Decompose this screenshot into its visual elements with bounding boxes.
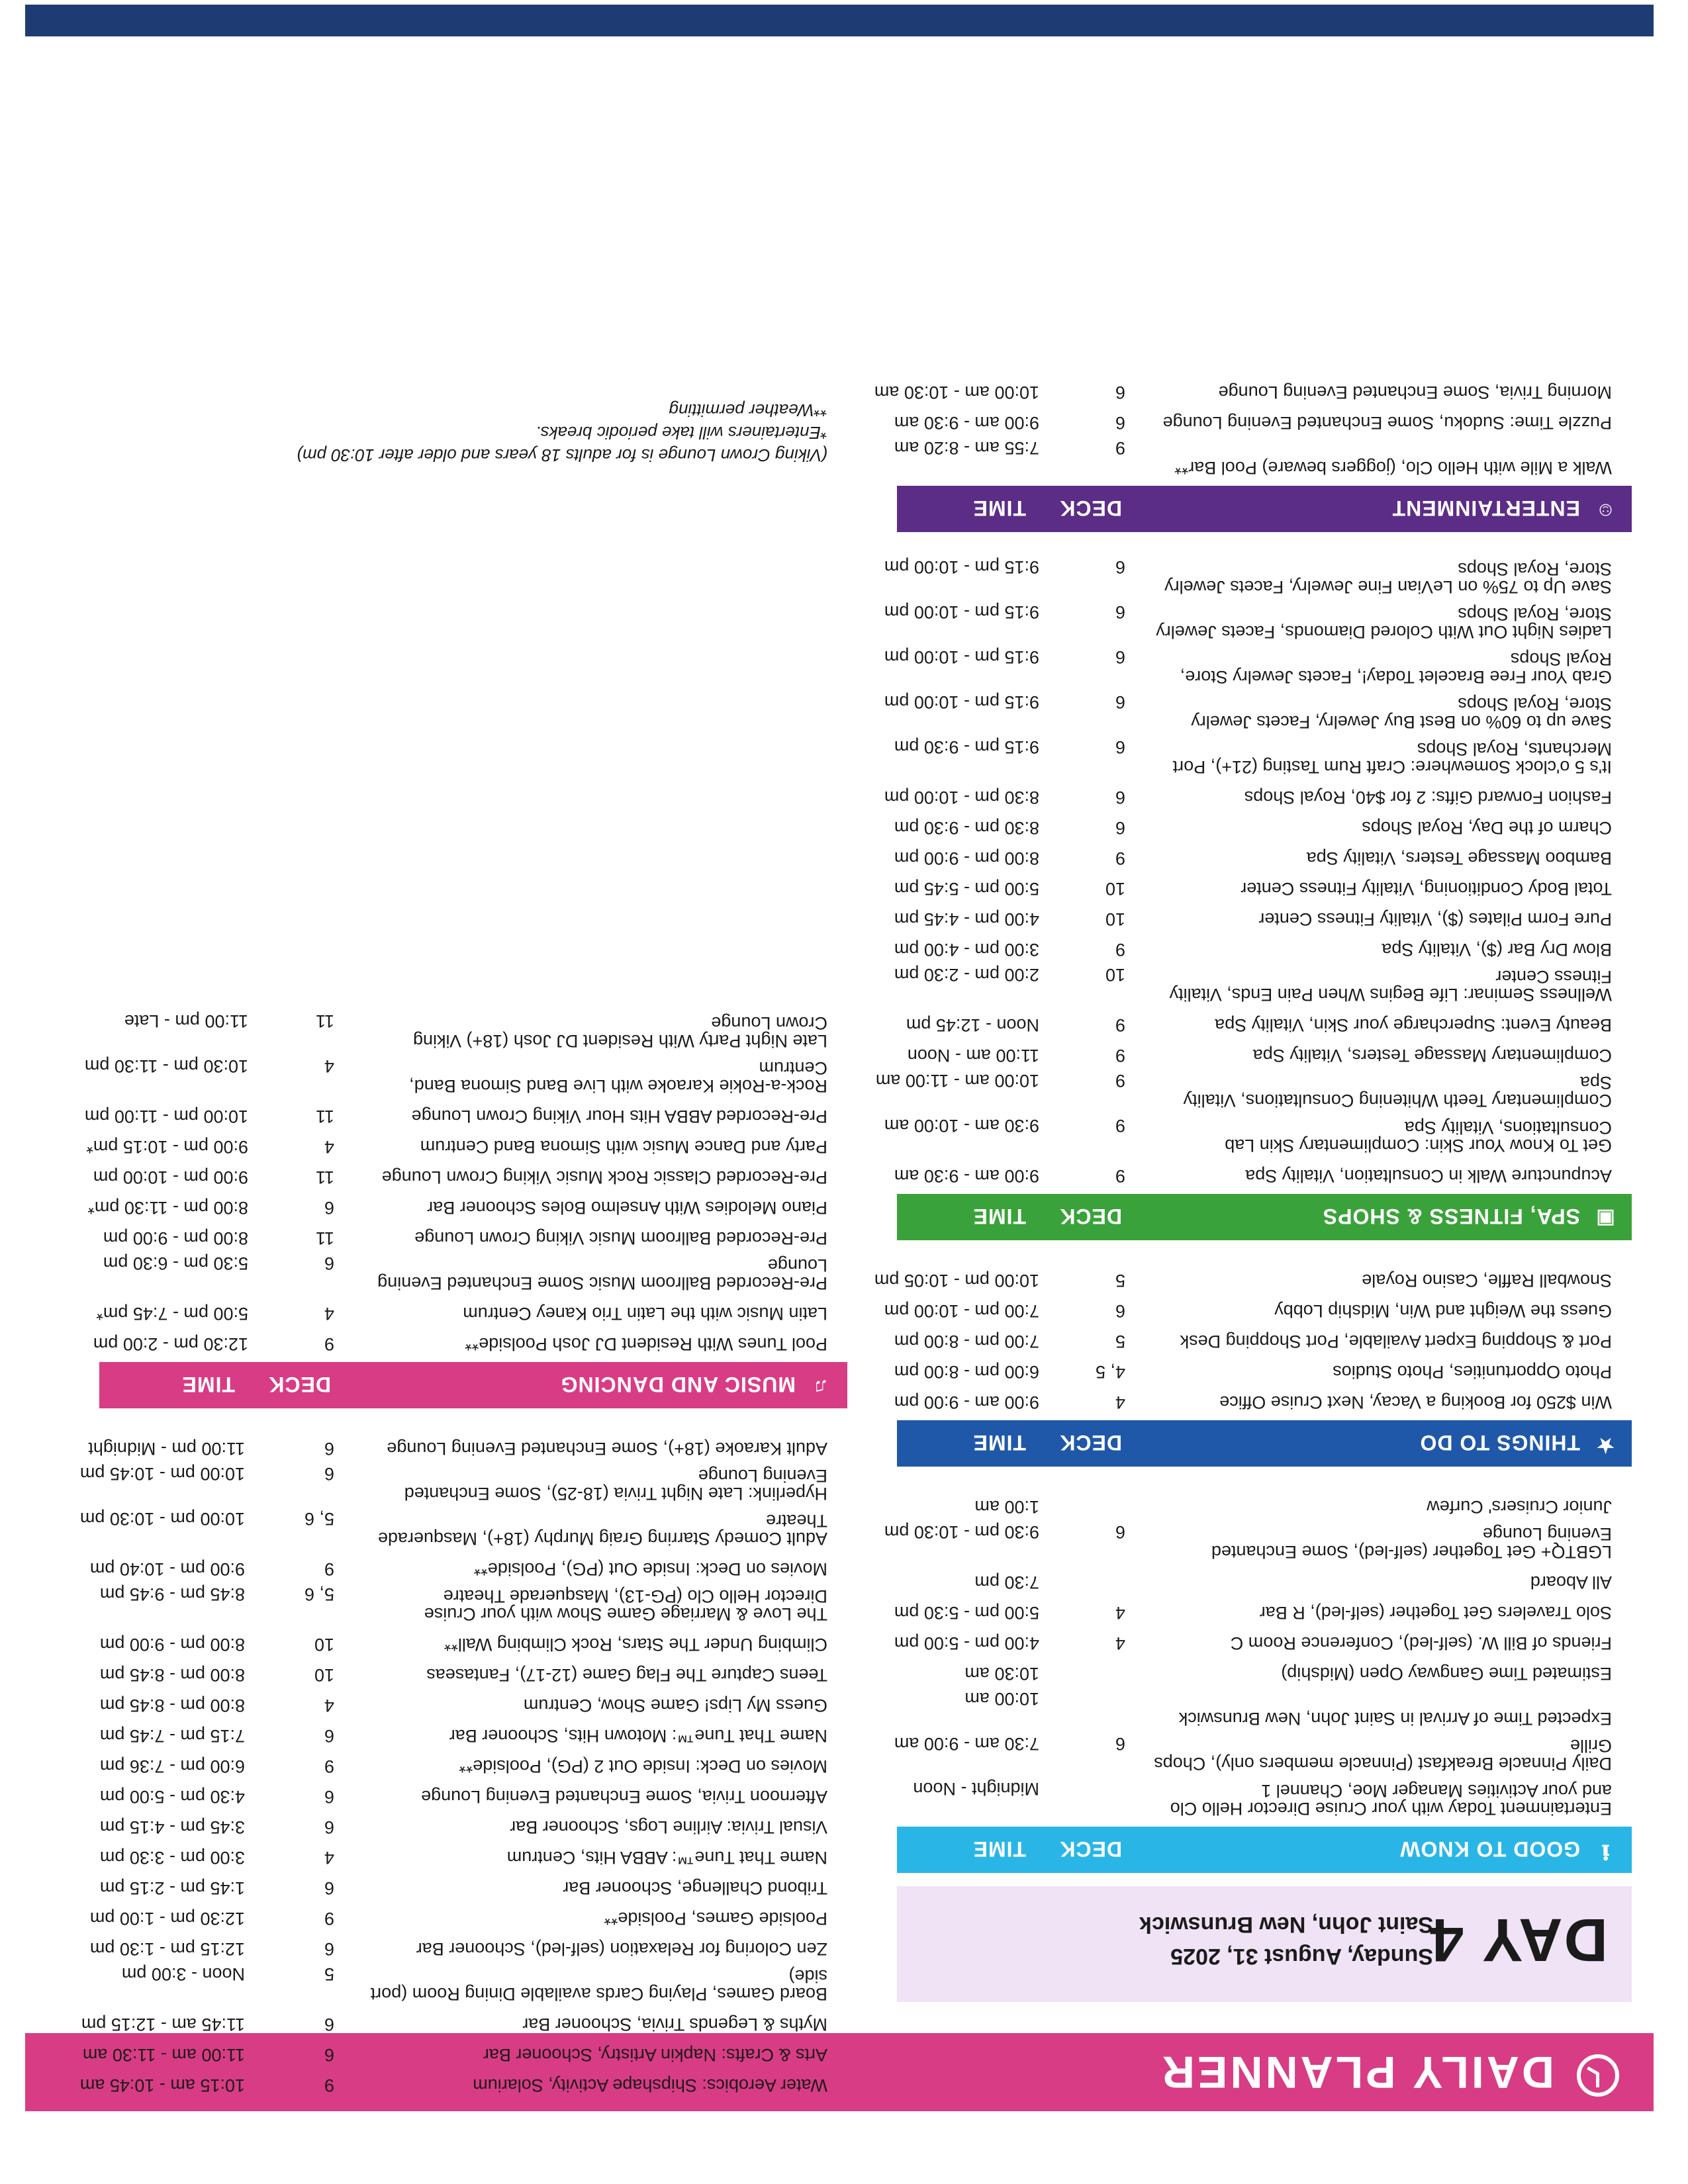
- event-deck: 10: [314, 1635, 334, 1655]
- event-time: 8:00 pm - 11:30 pm*: [87, 1198, 248, 1218]
- schedule-row: [897, 1038, 1632, 1064]
- section-title: THINGS TO DO: [1419, 1431, 1580, 1455]
- time-column-header: TIME: [972, 496, 1026, 520]
- event-deck: 9: [1115, 848, 1125, 868]
- event-name: Party and Dance Music with Simona Band Centrum: [420, 1137, 827, 1157]
- event-name: Name That Tune™: ABBA Hits, Centrum: [506, 1848, 827, 1868]
- event-name: Bamboo Massage Testers, Vitality Spa: [1306, 848, 1612, 868]
- schedule-row: [99, 1749, 847, 1775]
- event-name: Board Games, Playing Cards available Dining Room (port side): [370, 1966, 827, 2004]
- event-name: Pre-Recorded Ballroom Music Viking Crown Lounge: [414, 1228, 827, 1248]
- schedule-row: [894, 1324, 1632, 1351]
- event-deck: 6: [324, 1464, 334, 1484]
- section-title: ENTERTAINMENT: [1391, 496, 1580, 520]
- event-name: Pool Tunes With Resident DJ Josh Poolside**: [465, 1334, 827, 1354]
- schedule-row: [894, 932, 1632, 960]
- event-time: 9:00 pm - 10:15 pm*: [86, 1137, 248, 1157]
- event-name: Save Up to 75% on LeVian Fine Jewelry, Facets Jewelry Store, Royal Shops: [1164, 559, 1612, 597]
- event-time: 6:00 pm - 7:36 pm: [99, 1756, 245, 1776]
- info-icon: ℹ: [1601, 1841, 1610, 1862]
- event-time: 3:00 pm - 3:30 pm: [99, 1848, 245, 1868]
- event-name: Beauty Event: Supercharge your Skin, Vitality Spa: [1215, 1015, 1612, 1035]
- event-name: Daily Pinnacle Breakfast (Pinnacle members only), Chops Grille: [1154, 1736, 1612, 1774]
- event-name: Fashion Forward Gifts: 2 for $40, Royal Shops: [1244, 788, 1612, 807]
- schedule-row: [93, 1326, 847, 1354]
- schedule-row: [894, 405, 1632, 433]
- schedule-row: [81, 2007, 847, 2034]
- section-header: [897, 486, 1632, 532]
- event-time: 5:00 pm - 5:45 pm: [894, 879, 1039, 899]
- event-time: 11:45 am - 12:15 pm: [81, 2015, 245, 2034]
- event-time: 5:00 pm - 5:30 pm: [894, 1603, 1039, 1623]
- schedule-row: [79, 2068, 847, 2095]
- event-time: 12:30 pm - 2:00 pm: [93, 1334, 248, 1354]
- schedule-row: [96, 1296, 847, 1324]
- event-name: Get To Know Your Skin: Complimentary Skin Lab Consultations, Vitality Spa: [1225, 1118, 1612, 1156]
- event-name: Water Aerobics: Shipshape Activity, Solarium: [473, 2075, 827, 2095]
- schedule-row: [99, 1962, 847, 2003]
- event-time: 7:30 pm: [974, 1572, 1039, 1592]
- event-deck: 6: [1115, 557, 1125, 577]
- event-time: 8:45 pm - 9:45 pm: [99, 1584, 245, 1604]
- schedule-row: [884, 1293, 1632, 1321]
- event-deck: 9: [324, 1756, 334, 1776]
- event-deck: 9: [324, 1334, 334, 1354]
- section-header: [99, 1362, 847, 1408]
- event-deck: 6: [324, 1787, 334, 1807]
- time-column-header: TIME: [181, 1373, 235, 1396]
- schedule-row: [99, 1809, 847, 1836]
- planner-title: DAILY PLANNER: [1159, 2047, 1554, 2097]
- event-time: 2:00 pm - 2:30 pm: [894, 965, 1039, 985]
- event-deck: 4: [324, 1304, 334, 1324]
- event-name: Photo Opportunities, Photo Studios: [1333, 1362, 1612, 1382]
- day-location: Saint John, New Brunswick: [1139, 1912, 1433, 1937]
- event-name: Zen Coloring for Relaxation (self-led), Schooner Bar: [416, 1939, 827, 1959]
- day-number: DAY 4: [1429, 1906, 1608, 1974]
- schedule-row: [99, 1718, 847, 1745]
- footer-band: [25, 5, 1654, 36]
- schedule-row: [87, 1190, 847, 1218]
- section-entertainment: [874, 375, 1632, 532]
- section-good-to-know: [884, 1489, 1632, 1873]
- event-deck: 10: [314, 1665, 334, 1685]
- event-time: 9:15 pm - 10:00 pm: [884, 647, 1039, 667]
- schedule-row: [89, 1931, 847, 1959]
- event-deck: 9: [1115, 1046, 1125, 1066]
- event-time: 9:00 am - 9:30 am: [894, 413, 1039, 433]
- event-deck: 4: [324, 1137, 334, 1157]
- event-name: Ladies Night Out With Colored Diamonds, Facets Jewelry Store, Royal Shops: [1156, 604, 1612, 642]
- event-deck: 5, 6: [304, 1584, 334, 1604]
- schedule-row: [894, 962, 1632, 1005]
- event-name: Pre-Recorded ABBA Hits Hour Viking Crown Lounge: [411, 1107, 827, 1126]
- event-name: Complimentary Massage Testers, Vitality Spa: [1252, 1046, 1612, 1066]
- event-deck: 6: [324, 1726, 334, 1746]
- schedule-row: [99, 1582, 847, 1623]
- event-time: 10:30 am: [964, 1664, 1039, 1684]
- event-name: All Aboard: [1530, 1572, 1612, 1592]
- event-name: Teens Capture The Flag Game (12-17), Fantaseas: [426, 1665, 827, 1685]
- schedule-row: [86, 1129, 847, 1157]
- time-column-header: TIME: [972, 1431, 1026, 1455]
- schedule-row: [89, 1901, 847, 1929]
- event-name: It's 5 o'clock Somewhere: Craft Rum Tasting (21+), Port Merchants, Royal Shops: [1172, 739, 1612, 777]
- schedule-row: [884, 780, 1632, 807]
- event-name: Adult Karaoke (18+), Some Enchanted Evening Lounge: [387, 1439, 827, 1459]
- event-deck: 9: [1115, 1116, 1125, 1136]
- deck-column-header: DECK: [1059, 1431, 1122, 1455]
- schedule-row: [894, 810, 1632, 838]
- event-time: 6:00 pm - 8:00 pm: [894, 1362, 1039, 1382]
- section-things-to-do: [874, 1263, 1632, 1467]
- event-deck: 5, 6: [304, 1509, 334, 1529]
- event-name: Late Night Party With Resident DJ Josh (18+) Viking Crown Lounge: [412, 1013, 827, 1051]
- event-deck: 6: [1115, 788, 1125, 807]
- event-deck: 5: [1115, 1332, 1125, 1351]
- event-time: 8:00 pm - 8:45 pm: [99, 1665, 245, 1685]
- schedule-row: [894, 871, 1632, 899]
- event-deck: 4: [324, 1696, 334, 1715]
- event-deck: 9: [1115, 1166, 1125, 1186]
- event-time: 8:00 pm - 9:00 pm: [99, 1635, 245, 1655]
- schedule-row: [875, 1068, 1632, 1111]
- time-column-header: TIME: [972, 1205, 1026, 1228]
- event-name: Estimated Time Gangway Open (Midship): [1281, 1664, 1612, 1684]
- event-time: 11:00 pm - Midnight: [88, 1439, 245, 1459]
- event-time: 9:15 pm - 9:30 pm: [894, 737, 1039, 757]
- event-deck: 6: [324, 2015, 334, 2034]
- event-name: Snowball Raffle, Casino Royale: [1362, 1271, 1612, 1291]
- event-time: 10:00 pm - 10:30 pm: [79, 1509, 245, 1529]
- event-deck: 10: [1105, 965, 1125, 985]
- schedule-row: [894, 1385, 1632, 1412]
- event-time: 11:00 am - Noon: [907, 1046, 1039, 1066]
- event-deck: 9: [1115, 438, 1125, 458]
- schedule-row: [874, 375, 1632, 402]
- schedule-row: [894, 841, 1632, 868]
- schedule-row: [99, 1627, 847, 1653]
- event-name: Piano Melodies With Anselmo Boles Schooner Bar: [427, 1198, 827, 1218]
- event-deck: 10: [1105, 879, 1125, 899]
- event-name: Puzzle Time: Sudoku, Some Enchanted Evening Lounge: [1162, 413, 1612, 433]
- schedule-row: [894, 1158, 1632, 1186]
- event-deck: 9: [324, 2075, 334, 2095]
- event-name: Movies on Deck: Inside Out 2 (PG), Poolside**: [459, 1756, 827, 1776]
- event-deck: 4: [1115, 1633, 1125, 1653]
- event-deck: 6: [1115, 1301, 1125, 1321]
- schedule-row: [897, 1776, 1632, 1817]
- event-deck: 4, 5: [1095, 1362, 1125, 1382]
- event-name: Pure Form Pilates ($), Vitality Fitness Center: [1258, 909, 1612, 929]
- event-name: LGBTQ+ Get Together (self-led), Some Enchanted Evening Lounge: [1211, 1524, 1612, 1562]
- event-name: Movies on Deck: Inside Out (PG), Poolside**: [473, 1559, 827, 1579]
- day-header: [897, 1886, 1632, 2002]
- event-time: 10:30 pm - 11:30 pm: [84, 1056, 248, 1076]
- entertainers-note: *Entertainers will take periodic breaks.: [536, 423, 827, 443]
- schedule-row: [99, 1688, 847, 1714]
- schedule-row: [894, 901, 1632, 929]
- event-time: 7:15 pm - 7:45 pm: [99, 1726, 245, 1746]
- schedule-row: [884, 600, 1632, 642]
- event-time: Noon - 12:45 pm: [906, 1015, 1039, 1035]
- event-time: 11:00 am - 11:30 am: [82, 2045, 245, 2065]
- section-music: [84, 1009, 847, 1408]
- event-name: Morning Trivia, Some Enchanted Evening Lounge: [1218, 383, 1612, 402]
- section-title: GOOD TO KNOW: [1399, 1837, 1580, 1861]
- event-time: 9:15 pm - 10:00 pm: [884, 602, 1039, 622]
- event-deck: 9: [1115, 1071, 1125, 1091]
- event-name: Tribond Challenge, Schooner Bar: [563, 1878, 827, 1898]
- event-name: Total Body Conditioning, Vitality Fitness Center: [1241, 879, 1612, 899]
- event-name: Solo Travelers Get Together (self-led), R Bar: [1259, 1603, 1612, 1623]
- event-deck: 6: [1115, 383, 1125, 402]
- schedule-row: [894, 1595, 1632, 1623]
- event-name: Name That Tune™: Motown Hits, Schooner Bar: [449, 1726, 827, 1746]
- event-name: Wellness Seminar: Life Begins When Pain Ends, Vitality Fitness Center: [1169, 967, 1612, 1005]
- event-time: Midnight - Noon: [913, 1779, 1039, 1799]
- event-name: Pre-Recorded Classic Rock Music Viking Crown Lounge: [381, 1167, 827, 1187]
- theater-icon: ☺: [1595, 500, 1616, 522]
- event-time: 9:30 pm - 10:30 pm: [884, 1522, 1039, 1542]
- schedule-row: [874, 1263, 1632, 1291]
- event-name: Expected Time of Arrival in Saint John, New Brunswick: [1178, 1709, 1612, 1729]
- event-deck: 6: [1115, 692, 1125, 712]
- event-name: Arts & Crafts: Napkin Artistry, Schooner Bar: [483, 2045, 827, 2065]
- event-time: 7:00 pm - 10:00 pm: [884, 1301, 1039, 1321]
- event-deck: 11: [315, 1228, 334, 1248]
- event-time: 3:00 pm - 4:00 pm: [894, 940, 1039, 960]
- event-time: 9:30 am - 10:00 am: [884, 1116, 1039, 1136]
- event-name: Entertainment Today with your Cruise Director Hello Clo and your Activities Manager Moe, Channel 1: [1170, 1781, 1612, 1819]
- event-time: 4:30 pm - 5:00 pm: [99, 1787, 245, 1807]
- event-name: Latin Music with the Latin Trio Kaney Centrum: [463, 1304, 827, 1324]
- event-time: 10:00 am: [964, 1689, 1039, 1709]
- schedule-row: [99, 1779, 847, 1805]
- event-name: Charm of the Day, Royal Shops: [1362, 818, 1612, 838]
- left-sections: [874, 352, 1632, 1873]
- footnotes: [192, 399, 827, 467]
- event-deck: 6: [324, 1878, 334, 1898]
- deck-column-header: DECK: [1059, 1205, 1122, 1228]
- schedule-row: [894, 1625, 1632, 1653]
- event-time: 7:55 am - 8:20 am: [894, 438, 1039, 458]
- event-time: 1:00 am: [974, 1497, 1039, 1517]
- star-icon: ★: [1596, 1434, 1615, 1456]
- event-deck: 6: [1115, 737, 1125, 757]
- schedule-row: [884, 645, 1632, 687]
- schedule-row: [84, 1054, 847, 1096]
- event-deck: 4: [1115, 1392, 1125, 1412]
- event-deck: 9: [324, 1559, 334, 1579]
- event-name: Pre-Recorded Ballroom Music Some Enchanted Evening Lounge: [377, 1255, 827, 1293]
- event-deck: 6: [1115, 818, 1125, 838]
- viking-note: (Viking Crown Lounge is for adults 18 years and older after 10:30 pm): [297, 445, 827, 465]
- event-deck: 4: [324, 1056, 334, 1076]
- event-time: 4:00 pm - 4:45 pm: [894, 909, 1039, 929]
- event-deck: 6: [324, 2045, 334, 2065]
- event-time: 8:00 pm - 9:00 pm: [894, 848, 1039, 868]
- event-name: Complimentary Teeth Whitening Consultations, Vitality Spa: [1183, 1073, 1612, 1111]
- event-name: Rock-a-Rokie Karaoke with Live Band Simona Band, Centrum: [409, 1058, 827, 1096]
- event-name: Blow Dry Bar ($), Vitality Spa: [1382, 940, 1612, 960]
- schedule-row: [99, 1870, 847, 1897]
- deck-column-header: DECK: [1059, 1837, 1122, 1861]
- section-entertainment-continued: [79, 1431, 847, 2095]
- schedule-row: [894, 1354, 1632, 1382]
- section-spa: [875, 555, 1632, 1240]
- event-time: 12:30 pm - 1:00 pm: [89, 1909, 245, 1929]
- schedule-row: [894, 435, 1632, 478]
- schedule-row: [84, 1099, 847, 1126]
- schedule-row: [88, 1431, 847, 1459]
- schedule-row: [894, 1731, 1632, 1774]
- time-column-header: TIME: [972, 1837, 1026, 1861]
- right-sections: [79, 986, 847, 2098]
- event-deck: 11: [315, 1167, 334, 1187]
- event-name: Adult Comedy Starring Graig Murphy (18+), Masquerade Theatre: [377, 1511, 827, 1549]
- event-deck: 9: [1115, 940, 1125, 960]
- section-header: [897, 1420, 1632, 1467]
- event-name: Win $250 for Booking a Vacay, Next Cruise Office: [1219, 1392, 1612, 1412]
- event-name: Myths & Legends Trivia, Schooner Bar: [522, 2015, 827, 2034]
- schedule-row: [897, 1007, 1632, 1034]
- event-name: Friends of Bill W. (self-led), Conference Room C: [1230, 1633, 1612, 1653]
- event-time: 9:15 pm - 10:00 pm: [884, 692, 1039, 712]
- event-deck: 4: [1115, 1603, 1125, 1623]
- event-deck: 6: [1115, 1522, 1125, 1542]
- event-name: Junior Cruisers' Curfew: [1427, 1497, 1612, 1517]
- event-name: Climbing Under The Stars, Rock Climbing Wall**: [444, 1635, 827, 1655]
- event-deck: 6: [324, 1439, 334, 1459]
- event-deck: 6: [1115, 413, 1125, 433]
- section-title: SPA, FITNESS & SHOPS: [1322, 1205, 1580, 1228]
- event-deck: 10: [1105, 909, 1125, 929]
- clock-icon: [1577, 2054, 1619, 2097]
- schedule-row: [79, 1461, 847, 1504]
- weather-note: **Weather permitting: [669, 400, 827, 420]
- event-time: 4:00 pm - 5:00 pm: [894, 1633, 1039, 1653]
- event-time: 9:15 pm - 10:00 pm: [884, 557, 1039, 577]
- event-time: 12:15 pm - 1:30 pm: [89, 1939, 245, 1959]
- section-title: MUSIC AND DANCING: [560, 1373, 796, 1396]
- schedule-row: [99, 1657, 847, 1684]
- day-date: Sunday, August 31, 2025: [1170, 1944, 1433, 1969]
- event-deck: 6: [1115, 602, 1125, 622]
- event-time: 9:00 am - 9:30 am: [894, 1166, 1039, 1186]
- event-deck: 5: [1115, 1271, 1125, 1291]
- schedule-row: [897, 1656, 1632, 1682]
- deck-column-header: DECK: [268, 1373, 331, 1396]
- schedule-row: [894, 735, 1632, 777]
- event-time: 8:00 pm - 8:45 pm: [99, 1696, 245, 1715]
- schedule-row: [82, 2037, 847, 2065]
- event-time: 10:00 pm - 10:45 pm: [79, 1464, 245, 1484]
- schedule-row: [884, 555, 1632, 597]
- event-time: 3:45 pm - 4:15 pm: [99, 1817, 245, 1837]
- event-name: The Love & Marriage Game Show with your Cruise Director Hello Clo (PG-13), Masquerade Theatre: [424, 1586, 827, 1624]
- event-time: 10:00 pm - 11:00 pm: [84, 1107, 248, 1126]
- event-name: Poolside Games, Poolside**: [604, 1909, 827, 1929]
- event-name: Acupuncture Walk in Consultation, Vitality Spa: [1245, 1166, 1612, 1186]
- event-time: 8:00 pm - 9:00 pm: [103, 1228, 248, 1248]
- event-time: 9:00 pm - 10:00 pm: [93, 1167, 248, 1187]
- event-name: Grab Your Free Bracelet Today!, Facets Jewelry Store, Royal Shops: [1180, 649, 1612, 687]
- schedule-row: [93, 1160, 847, 1187]
- schedule-row: [897, 1489, 1632, 1516]
- event-time: 11:00 pm - Late: [124, 1011, 248, 1031]
- schedule-row: [884, 1520, 1632, 1562]
- schedule-row: [99, 1220, 847, 1247]
- event-deck: 11: [315, 1107, 334, 1126]
- event-time: 9:00 am - 9:00 pm: [894, 1392, 1039, 1412]
- event-time: 9:00 pm - 10:40 pm: [89, 1559, 245, 1579]
- event-time: 8:30 pm - 10:00 pm: [884, 788, 1039, 807]
- section-header: [897, 1827, 1632, 1873]
- event-time: 1:45 pm - 2:15 pm: [99, 1878, 245, 1898]
- event-time: 7:00 pm - 8:00 pm: [894, 1332, 1039, 1351]
- schedule-row: [99, 1840, 847, 1866]
- event-name: Hyperlink: Late Night Trivia (18-25), Some Enchanted Evening Lounge: [404, 1466, 827, 1504]
- schedule-row: [99, 1251, 847, 1292]
- event-deck: 6: [324, 1253, 334, 1273]
- event-deck: 9: [1115, 1015, 1125, 1035]
- event-name: Port & Shopping Expert Available, Port Shopping Desk: [1180, 1332, 1612, 1351]
- event-time: 8:30 pm - 9:30 pm: [894, 818, 1039, 838]
- event-deck: 4: [324, 1848, 334, 1868]
- schedule-row: [79, 1506, 847, 1549]
- event-deck: 6: [1115, 647, 1125, 667]
- event-deck: 6: [324, 1817, 334, 1837]
- event-time: 5:00 pm - 7:45 pm*: [96, 1304, 248, 1324]
- event-deck: 9: [324, 1909, 334, 1929]
- schedule-row: [897, 1565, 1632, 1591]
- event-name: Walk a Mile with Hello Clo, (joggers beware) Pool Bar**: [1174, 458, 1612, 478]
- deck-column-header: DECK: [1059, 496, 1122, 520]
- event-deck: 6: [324, 1198, 334, 1218]
- event-name: Save up to 60% on Best Buy Jewelry, Facets Jewelry Store, Royal Shops: [1191, 694, 1612, 732]
- event-time: 10:00 pm - 10:05 pm: [874, 1271, 1039, 1291]
- event-name: Guess My Lips! Game Show, Centrum: [523, 1696, 827, 1715]
- event-deck: 6: [1115, 1734, 1125, 1754]
- schedule-row: [897, 1686, 1632, 1727]
- event-deck: 6: [324, 1939, 334, 1959]
- schedule-row: [89, 1551, 847, 1579]
- event-time: 7:30 am - 9:00 am: [894, 1734, 1039, 1754]
- schedule-row: [884, 1113, 1632, 1156]
- event-time: Noon - 3:00 pm: [121, 1964, 245, 1984]
- event-time: 10:00 am - 10:30 am: [874, 383, 1039, 402]
- event-name: Afternoon Trivia, Some Enchanted Evening Lounge: [421, 1787, 827, 1807]
- event-time: 5:30 pm - 6:30 pm: [103, 1253, 248, 1273]
- event-time: 10:00 am - 11:00 am: [875, 1071, 1039, 1091]
- event-name: Visual Trivia: Airline Logs, Schooner Bar: [510, 1817, 827, 1837]
- section-header: [897, 1194, 1632, 1240]
- event-deck: 11: [315, 1011, 334, 1031]
- shopping-bag-icon: ▣: [1595, 1208, 1615, 1230]
- music-note-icon: ♫: [813, 1376, 829, 1398]
- event-time: 10:15 am - 10:45 am: [79, 2075, 245, 2095]
- schedule-row: [99, 1009, 847, 1050]
- event-name: Guess the Weight and Win, Midship Lobby: [1274, 1301, 1612, 1321]
- event-deck: 5: [324, 1964, 334, 1984]
- schedule-row: [884, 690, 1632, 732]
